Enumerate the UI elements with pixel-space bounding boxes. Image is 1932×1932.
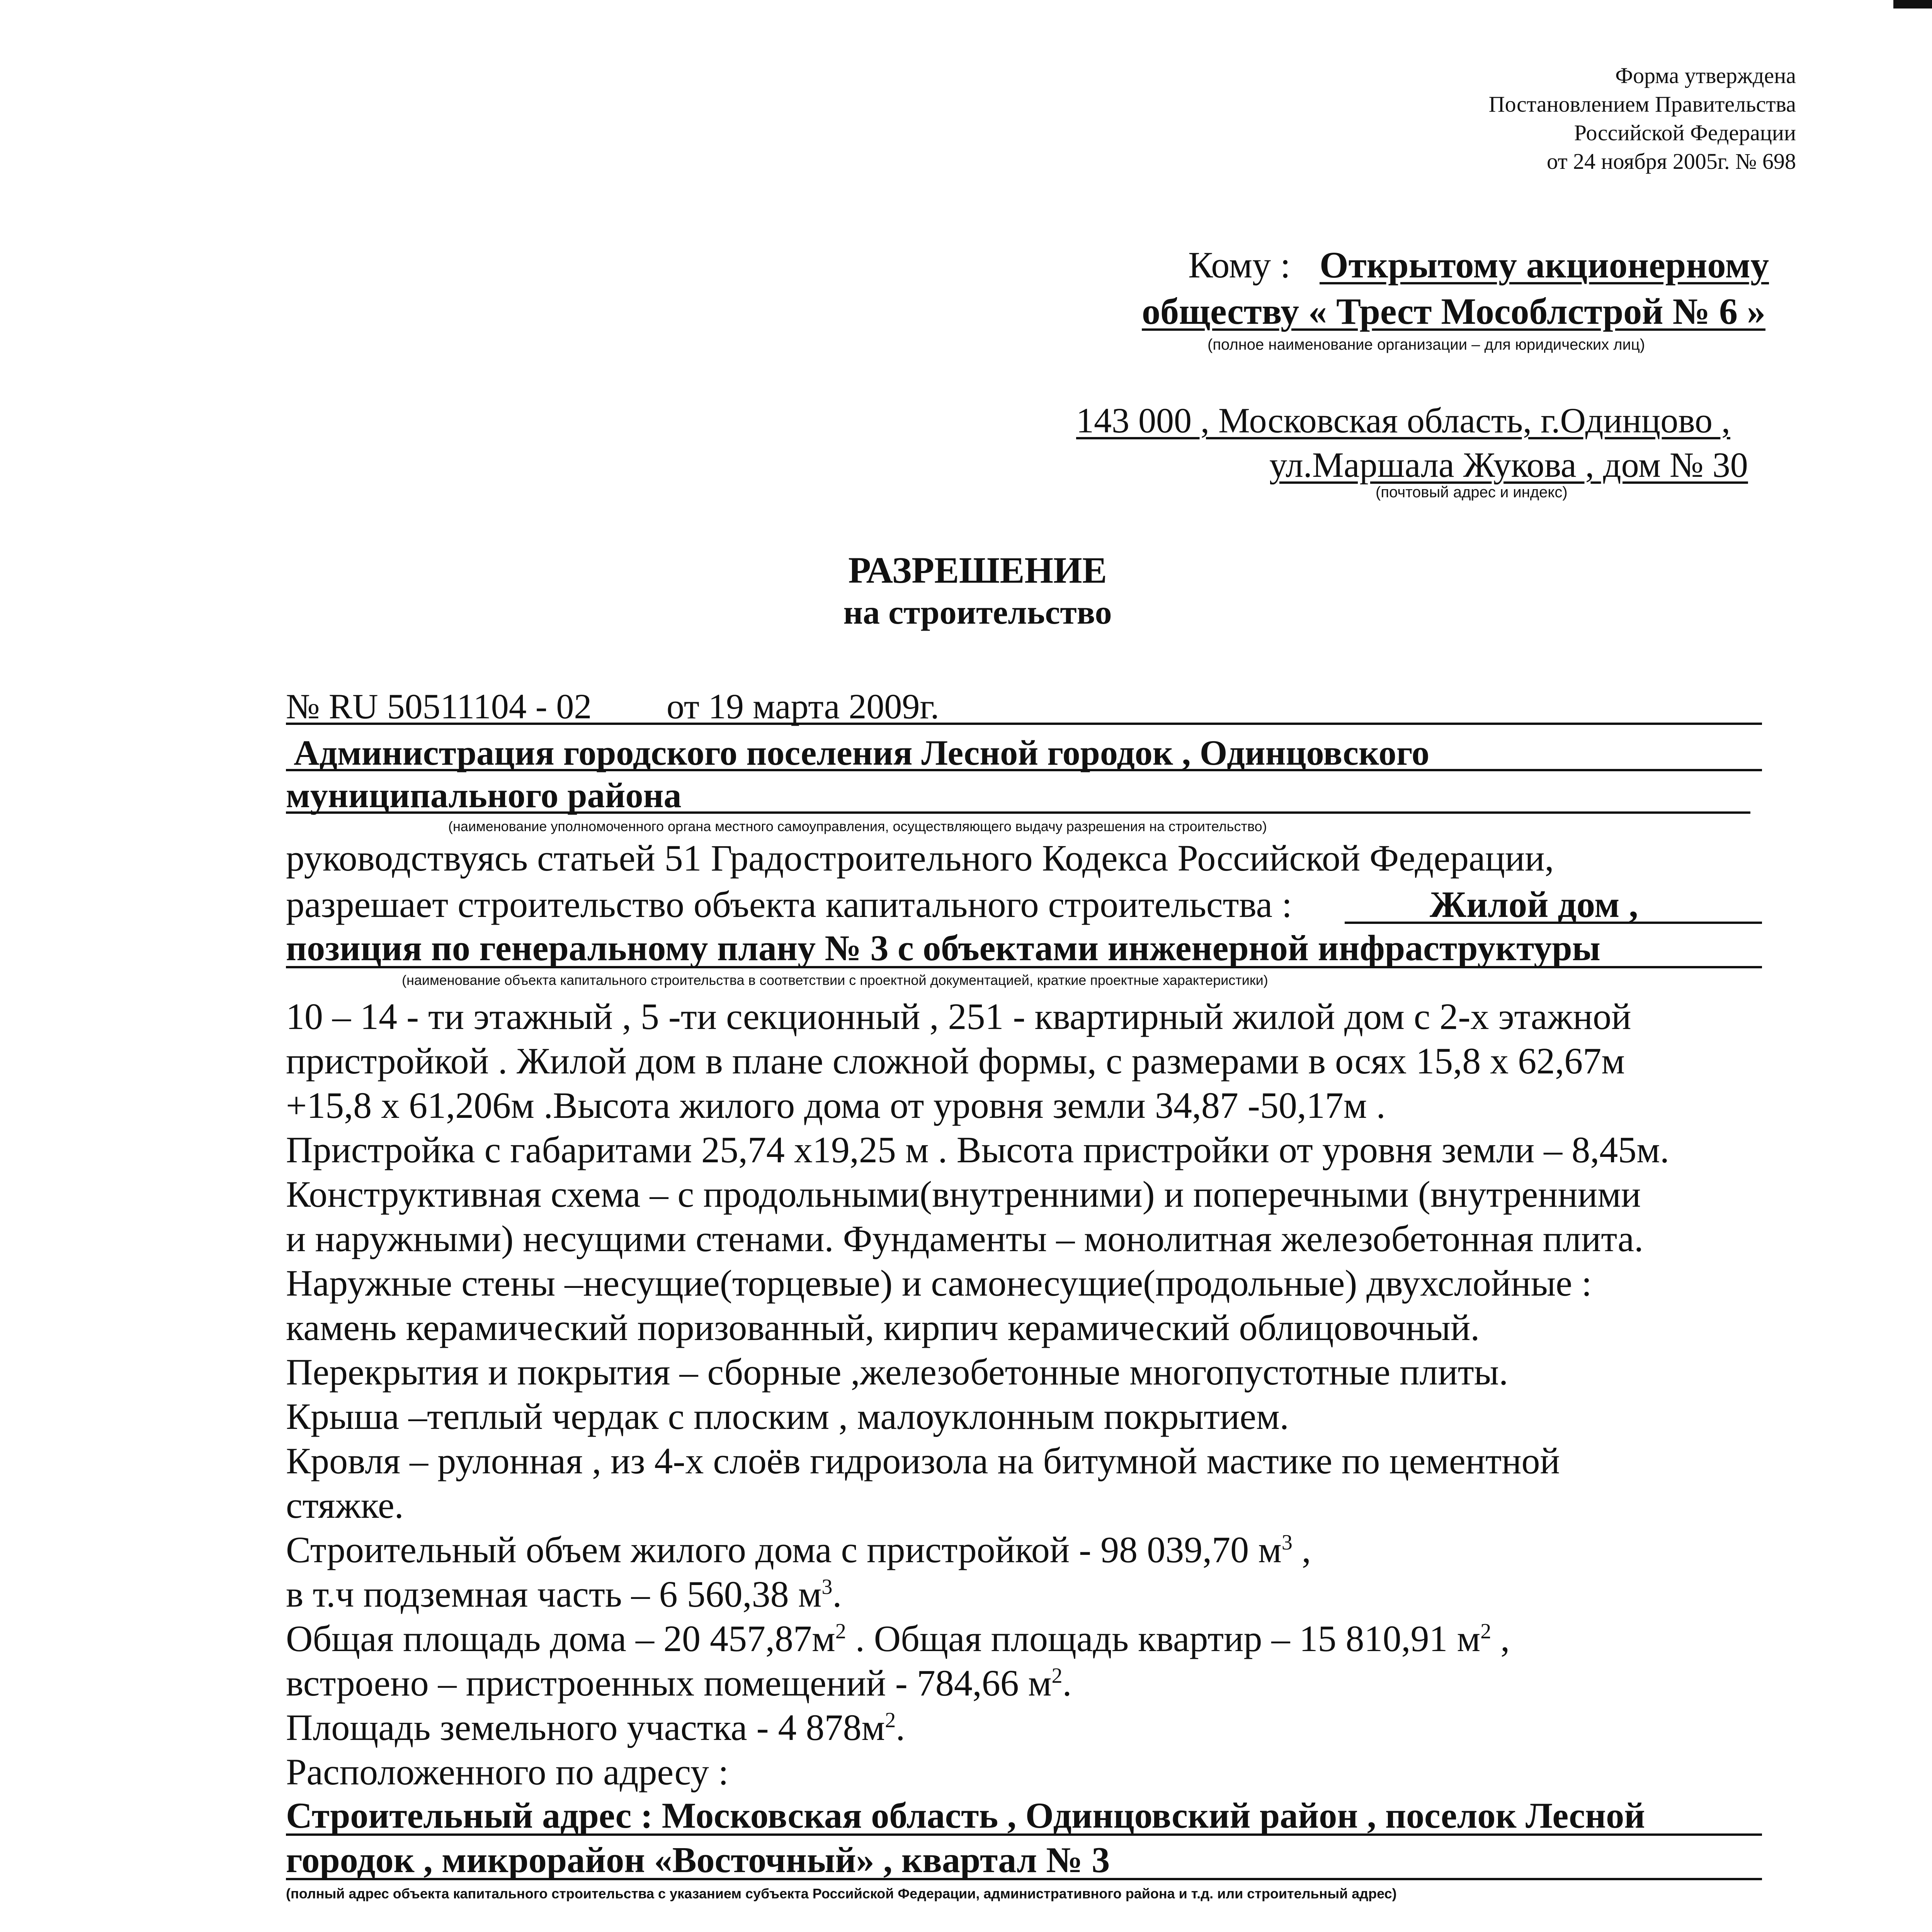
unit-superscript: 2	[1051, 1664, 1063, 1688]
description-line: +15,8 х 61,206м .Высота жилого дома от уровня земли 34,87 -50,17м .	[286, 1085, 1386, 1126]
approval-line: Российской Федерации	[1574, 120, 1796, 145]
recipient-name-line1: Открытому акционерному	[1320, 244, 1769, 286]
unit-superscript: 3	[1281, 1531, 1293, 1554]
description-line: стяжке.	[286, 1485, 404, 1526]
to-label: Кому :	[1188, 244, 1291, 286]
land-tail: .	[896, 1707, 905, 1748]
unit-superscript: 3	[821, 1575, 833, 1599]
land-text: Площадь земельного участка - 4 878м	[286, 1707, 885, 1748]
document-subtitle: на строительство	[843, 594, 1112, 631]
recipient-address-line2: ул.Маршала Жукова , дом № 30	[1269, 445, 1748, 485]
object-name-underline	[1345, 922, 1762, 924]
approval-line: Форма утверждена	[1615, 63, 1796, 88]
volume-tail: ,	[1292, 1529, 1311, 1570]
unit-superscript: 2	[835, 1619, 846, 1643]
description-line: 10 – 14 - ти этажный , 5 -ти секционный , 251 - квартирный жилой дом с 2-х этажной	[286, 996, 1631, 1037]
builtin-text: встроено – пристроенных помещений - 784,66 м	[286, 1662, 1052, 1704]
area-line	[286, 1617, 1510, 1660]
description-line: Перекрытия и покрытия – сборные ,железобетонные многопустотные плиты.	[286, 1351, 1509, 1393]
description-line: камень керамический поризованный, кирпич керамический облицовочный.	[286, 1307, 1480, 1348]
description-line: Кровля – рулонная , из 4-х слоёв гидроизола на битумной мастике по цементной	[286, 1440, 1560, 1481]
description-line: Пристройка с габаритами 25,74 х19,25 м . Высота пристройки от уровня земли – 8,45м.	[286, 1129, 1669, 1170]
underground-line	[286, 1573, 842, 1616]
authority-underline	[286, 769, 1762, 771]
permit-number-underline	[286, 723, 1762, 725]
authority-caption: (наименование уполномоченного органа местного самоуправления, осуществляющего выдачу разрешения на строительство)	[448, 818, 1267, 834]
unit-superscript: 2	[1480, 1619, 1492, 1643]
recipient-address-caption: (почтовый адрес и индекс)	[1376, 484, 1568, 501]
recipient-name-line2: обществу « Трест Мособлстрой № 6 »	[1142, 291, 1765, 332]
guided-line: руководствуясь статьей 51 Градостроительного Кодекса Российской Федерации,	[286, 837, 1554, 879]
authority-line2: муниципального района	[286, 776, 682, 815]
permits-text: разрешает строительство объекта капитального строительства :	[286, 884, 1292, 925]
volume-text: Строительный объем жилого дома с пристройкой - 98 039,70 м	[286, 1529, 1282, 1570]
site-address-line1: Строительный адрес : Московская область , Одинцовский район , поселок Лесной	[286, 1796, 1645, 1836]
approval-line: от 24 ноября 2005г. № 698	[1547, 149, 1796, 174]
builtin-tail: .	[1062, 1662, 1072, 1704]
description-line: Конструктивная схема – с продольными(внутренними) и поперечными (внутренними	[286, 1173, 1641, 1215]
document-title: РАЗРЕШЕНИЕ	[848, 549, 1107, 591]
builtin-line	[286, 1662, 1071, 1704]
permit-number: № RU 50511104 - 02	[286, 687, 592, 726]
area-text-b: . Общая площадь квартир – 15 810,91 м	[846, 1618, 1481, 1659]
description-line: и наружными) несущими стенами. Фундаменты – монолитная железобетонная плита.	[286, 1218, 1644, 1259]
description-line: Крыша –теплый чердак с плоским , малоуклонным покрытием.	[286, 1396, 1289, 1437]
land-line	[286, 1706, 905, 1749]
volume-line	[286, 1528, 1311, 1571]
authority-underline	[286, 811, 1750, 814]
site-address-caption: (полный адрес объекта капитального строительства с указанием субъекта Российской Федерации, административного района и т.д. или строительный адрес)	[286, 1886, 1397, 1901]
object-caption: (наименование объекта капитального строительства в соответствии с проектной документацией, краткие проектные характеристики)	[402, 972, 1268, 988]
scan-edge-mark	[1893, 0, 1932, 9]
object-name: Жилой дом ,	[1430, 884, 1638, 925]
permit-date: от 19 марта 2009г.	[667, 687, 939, 726]
approval-line: Постановлением Правительства	[1488, 92, 1796, 117]
object-line2: позиция по генеральному плану № 3 с объектами инженерной инфраструктуры	[286, 928, 1600, 968]
area-text-c: ,	[1491, 1618, 1510, 1659]
recipient-name-caption: (полное наименование организации – для юридических лиц)	[1208, 336, 1645, 353]
located-line: Расположенного по адресу :	[286, 1751, 729, 1793]
description-line: Наружные стены –несущие(торцевые) и самонесущие(продольные) двухслойные :	[286, 1262, 1592, 1304]
site-address-line2: городок , микрорайон «Восточный» , квартал № 3	[286, 1840, 1110, 1880]
description-line: пристройкой . Жилой дом в плане сложной формы, с размерами в осях 15,8 х 62,67м	[286, 1040, 1625, 1082]
authority-line1: Администрация городского поселения Лесной городок , Одинцовского	[294, 733, 1430, 772]
site-address-underline	[286, 1833, 1762, 1836]
underground-text: в т.ч подземная часть – 6 560,38 м	[286, 1573, 822, 1615]
site-address-underline	[286, 1878, 1762, 1880]
area-text-a: Общая площадь дома – 20 457,87м	[286, 1618, 835, 1659]
recipient-address-line1: 143 000 , Московская область, г.Одинцово ,	[1076, 401, 1731, 440]
unit-superscript: 2	[885, 1708, 896, 1732]
object-underline	[286, 966, 1762, 968]
underground-tail: .	[832, 1573, 842, 1615]
